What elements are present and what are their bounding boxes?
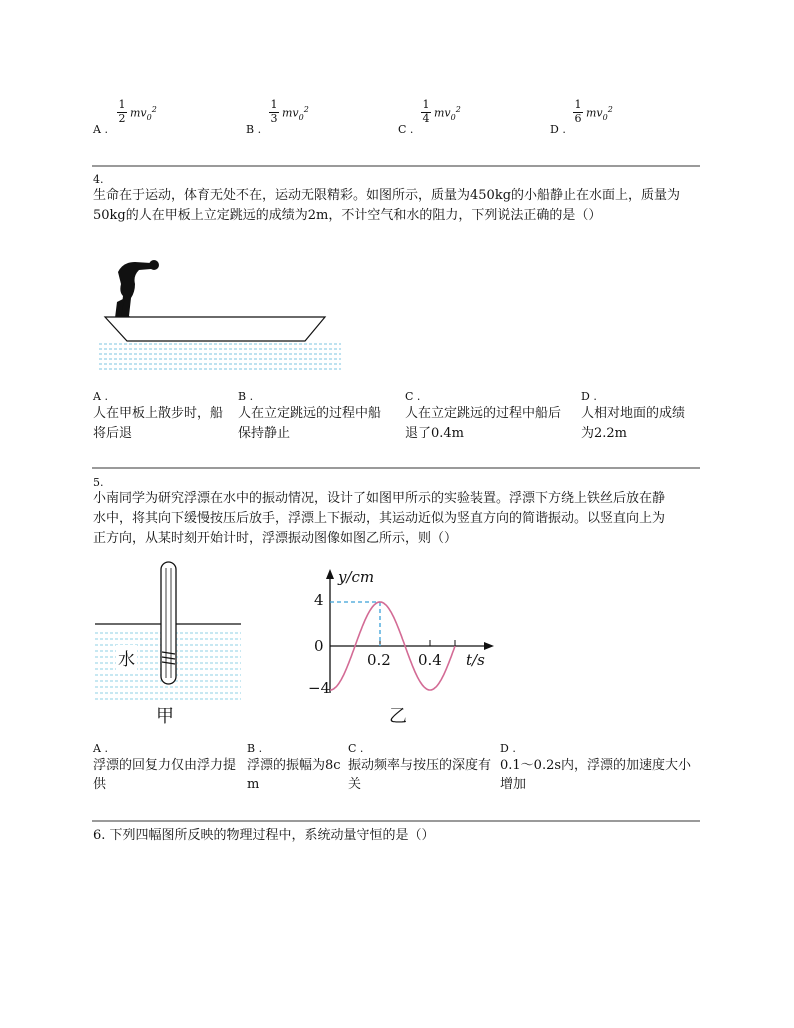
water-label: 水 bbox=[116, 645, 137, 670]
q4-option-b-line2: 保持静止 bbox=[238, 426, 291, 441]
q4-option-b-letter: B . bbox=[238, 390, 254, 403]
q5-option-a-letter: A . bbox=[93, 742, 108, 755]
q4-option-d-line1: 人相对地面的成绩 bbox=[581, 406, 686, 421]
q4-option-a-letter: A . bbox=[93, 390, 108, 403]
q4-option-d-line2: 为2.2m bbox=[581, 426, 628, 441]
q4-option-b-line1: 人在立定跳远的过程中船 bbox=[238, 406, 382, 421]
y-tick-neg4: −4 bbox=[308, 679, 331, 697]
numerator: 1 bbox=[422, 98, 430, 111]
x-tick-0.2: 0.2 bbox=[367, 651, 391, 669]
jumper-silhouette bbox=[115, 260, 159, 318]
superscript: 2 bbox=[455, 105, 461, 114]
q5-option-b-line2: m bbox=[247, 777, 260, 792]
q3-option-b-letter: B . bbox=[246, 123, 262, 136]
x-axis-arrow bbox=[484, 642, 494, 650]
denominator: 3 bbox=[270, 112, 278, 125]
q4-text-line1: 生命在于运动，体育无处不在，运动无限精彩。如图所示，质量为450kg的小船静止在水面上，质量为 bbox=[93, 188, 681, 203]
x-axis-label: t/s bbox=[466, 651, 485, 669]
q5-text-line2: 水中，将其向下缓慢按压后放手，浮漂上下振动，其运动近似为竖直方向的简谐振动。以竖直向上为 bbox=[93, 511, 666, 526]
fig-left-caption: 甲 bbox=[156, 706, 174, 727]
q4-option-d-letter: D . bbox=[581, 390, 597, 403]
q5-option-a-line1: 浮漂的回复力仅由浮力提 bbox=[93, 758, 237, 773]
q5-option-b-line1: 浮漂的振幅为8c bbox=[247, 758, 341, 773]
q3-option-a-letter: A . bbox=[93, 123, 108, 136]
subscript: 0 bbox=[602, 112, 608, 122]
q5-text-line1: 小南同学为研究浮漂在水中的振动情况，设计了如图甲所示的实验装置。浮漂下方绕上铁丝后放在静 bbox=[93, 491, 666, 506]
q3-option-c-letter: C . bbox=[398, 123, 414, 136]
denominator: 6 bbox=[574, 112, 582, 125]
divider bbox=[92, 820, 700, 822]
numerator: 1 bbox=[118, 98, 126, 111]
subscript: 0 bbox=[298, 112, 304, 122]
q5-option-b-letter: B . bbox=[247, 742, 263, 755]
q4-option-c-letter: C . bbox=[405, 390, 421, 403]
y-axis-arrow bbox=[326, 569, 334, 579]
q5-option-d-line2: 增加 bbox=[500, 777, 527, 792]
expr: mv bbox=[586, 106, 603, 120]
q4-option-a-line1: 人在甲板上散步时，船 bbox=[93, 406, 224, 421]
float-tube bbox=[161, 562, 176, 684]
y-tick-0: 0 bbox=[314, 637, 324, 655]
denominator: 4 bbox=[422, 112, 430, 125]
q5-option-d-letter: D . bbox=[500, 742, 516, 755]
q4-number: 4. bbox=[93, 173, 104, 186]
superscript: 2 bbox=[151, 105, 157, 114]
fig-right-caption: 乙 bbox=[389, 706, 407, 727]
q5-option-a-line2: 供 bbox=[93, 777, 107, 792]
q5-option-c-line1: 振动频率与按压的深度有 bbox=[348, 758, 492, 773]
q5-text-line3: 正方向，从某时刻开始计时，浮漂振动图像如图乙所示，则（） bbox=[93, 531, 458, 546]
q5-graph bbox=[300, 565, 500, 695]
y-tick-4: 4 bbox=[314, 591, 324, 609]
x-tick-0.4: 0.4 bbox=[418, 651, 442, 669]
q4-text-line2: 50kg的人在甲板上立定跳远的成绩为2m，不计空气和水的阻力，下列说法正确的是（） bbox=[93, 208, 602, 223]
expr: mv bbox=[282, 106, 299, 120]
divider bbox=[92, 165, 700, 167]
water bbox=[99, 344, 341, 369]
q5-option-d-line1: 0.1～0.2s内，浮漂的加速度大小 bbox=[500, 758, 692, 773]
numerator: 1 bbox=[270, 98, 278, 111]
denominator: 2 bbox=[118, 112, 126, 125]
q3-option-d-letter: D . bbox=[550, 123, 566, 136]
q4-figure-boat-jumper bbox=[95, 236, 345, 376]
numerator: 1 bbox=[574, 98, 582, 111]
q4-option-c-line1: 人在立定跳远的过程中船后 bbox=[405, 406, 562, 421]
superscript: 2 bbox=[607, 105, 613, 114]
subscript: 0 bbox=[146, 112, 152, 122]
q4-option-a-line2: 将后退 bbox=[93, 426, 133, 441]
subscript: 0 bbox=[450, 112, 456, 122]
q5-option-c-line2: 关 bbox=[348, 777, 362, 792]
q5-option-c-letter: C . bbox=[348, 742, 364, 755]
q6-text: 6. 下列四幅图所反映的物理过程中，系统动量守恒的是（） bbox=[93, 828, 435, 843]
boat bbox=[105, 317, 325, 341]
divider bbox=[92, 467, 700, 469]
q4-option-c-line2: 退了0.4m bbox=[405, 426, 465, 441]
q5-number: 5. bbox=[93, 476, 104, 489]
superscript: 2 bbox=[303, 105, 309, 114]
expr: mv bbox=[434, 106, 451, 120]
expr: mv bbox=[130, 106, 147, 120]
y-axis-label: y/cm bbox=[338, 568, 375, 586]
